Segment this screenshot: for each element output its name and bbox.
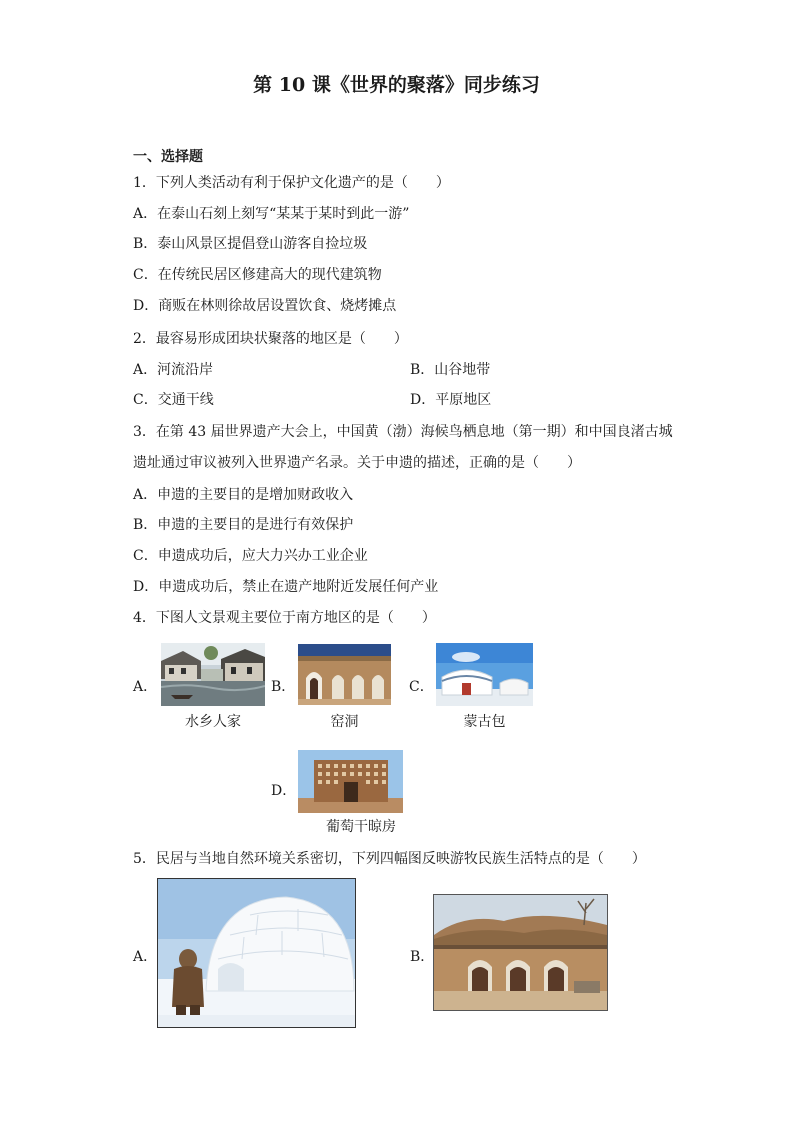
q4-caption-d: 葡萄干晾房 — [326, 819, 396, 835]
q4-stem: 4．下图人文景观主要位于南方地区的是（ ） — [133, 610, 436, 626]
q1-option-a: A．在泰山石刻上刻写“某某于某时到此一游” — [133, 206, 410, 222]
yurt-photo — [436, 643, 533, 706]
cave-dwelling-large-photo — [433, 894, 608, 1011]
q4-caption-a: 水乡人家 — [185, 714, 241, 730]
q3-option-a: A．申遗的主要目的是增加财政收入 — [133, 487, 354, 503]
q4-caption-b: 窑洞 — [330, 714, 359, 730]
cave-dwelling-photo — [298, 644, 391, 705]
q2-option-c: C．交通干线 — [133, 392, 214, 408]
q3-option-c: C．申遗成功后，应大力兴办工业企业 — [133, 548, 368, 564]
q4-option-a-label: A． — [133, 679, 158, 695]
q4-caption-c: 蒙古包 — [463, 714, 506, 730]
q4-option-c-label: C． — [409, 679, 434, 695]
page-title: 第 10 课《世界的聚落》同步练习 — [253, 74, 540, 96]
q1-option-b: B．泰山风景区提倡登山游客自捡垃圾 — [133, 236, 368, 252]
q1-option-d: D．商贩在林则徐故居设置饮食、烧烤摊点 — [133, 298, 397, 314]
section-heading: 一、选择题 — [133, 149, 203, 165]
q2-stem: 2．最容易形成团块状聚落的地区是（ ） — [133, 331, 408, 347]
q2-option-b: B．山谷地带 — [410, 362, 491, 378]
q3-option-d: D．申遗成功后，禁止在遗产地附近发展任何产业 — [133, 579, 439, 595]
q3-option-b: B．申遗的主要目的是进行有效保护 — [133, 517, 354, 533]
q5-stem: 5．民居与当地自然环境关系密切，下列四幅图反映游牧民族生活特点的是（ ） — [133, 851, 646, 867]
raisin-drying-house-photo — [298, 750, 403, 813]
q5-option-a-label: A． — [133, 949, 158, 965]
q3-stem-line1: 3．在第 43 届世界遗产大会上，中国黄（渤）海候鸟栖息地（第一期）和中国良渚古城 — [133, 424, 673, 440]
q1-option-c: C．在传统民居区修建高大的现代建筑物 — [133, 267, 382, 283]
q1-stem: 1．下列人类活动有利于保护文化遗产的是（ ） — [133, 175, 450, 191]
q3-stem-line2: 遗址通过审议被列入世界遗产名录。关于申遗的描述，正确的是（ ） — [133, 455, 581, 471]
igloo-photo — [157, 878, 356, 1028]
q5-option-b-label: B． — [410, 949, 435, 965]
q4-option-d-label: D． — [271, 783, 297, 799]
water-town-photo — [161, 643, 265, 706]
q4-option-b-label: B． — [271, 679, 296, 695]
q2-option-d: D．平原地区 — [410, 392, 492, 408]
q2-option-a: A．河流沿岸 — [133, 362, 214, 378]
